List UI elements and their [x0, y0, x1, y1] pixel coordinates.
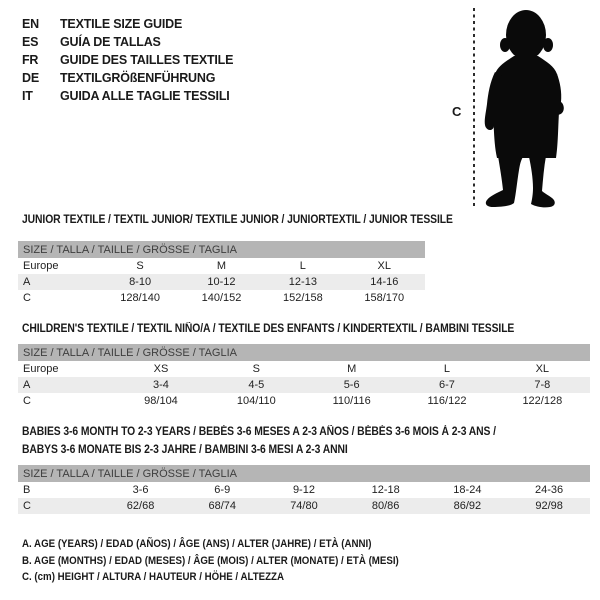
- table-row: [18, 482, 590, 498]
- row-label-cell: C: [23, 395, 31, 407]
- size-value-cell: 98/104: [144, 395, 178, 407]
- children-section-title: [22, 320, 569, 338]
- size-value-cell: XL: [535, 363, 550, 375]
- footnote-legend: [22, 536, 441, 586]
- size-value-cell: 110/116: [332, 395, 371, 407]
- size-value-cell: 158/170: [364, 292, 405, 304]
- babies-section-title-line2: BABYS 3-6 MONATE BIS 2-3 JAHRE / BAMBINI 3-6 MESI A 2-3 ANNI: [22, 444, 348, 456]
- size-value-cell: 24-36: [535, 484, 564, 496]
- size-value-cell: 5-6: [304, 377, 399, 393]
- size-value-cell: 3-6: [132, 484, 149, 496]
- lang-label: TEXTILGRÖßENFÜHRUNG: [60, 71, 216, 85]
- size-value-cell: 14-16: [344, 274, 425, 290]
- height-measure-label: C: [452, 104, 462, 119]
- size-value-cell: 68/74: [181, 498, 263, 514]
- size-value-cell: 116/122: [427, 395, 467, 407]
- table-row: [18, 361, 590, 377]
- size-value-cell: 62/68: [100, 498, 182, 514]
- row-label-cell: C: [18, 498, 100, 514]
- size-value-cell: 12-13: [262, 274, 343, 290]
- lang-code: FR: [22, 53, 39, 67]
- babies-section-title: [22, 423, 549, 459]
- size-value-cell: 18-24: [453, 484, 482, 496]
- lang-label: TEXTILE SIZE GUIDE: [60, 17, 183, 31]
- junior-section-title: [22, 211, 501, 229]
- lang-code: EN: [22, 17, 39, 31]
- size-value-cell: 104/110: [236, 395, 276, 407]
- junior-section-title-text: JUNIOR TEXTILE / TEXTIL JUNIOR/ TEXTILE JUNIOR / JUNIORTEXTIL / JUNIOR TESSILE: [22, 214, 453, 226]
- lang-label: GUÍA DE TALLAS: [60, 35, 161, 49]
- lang-label: GUIDE DES TAILLES TEXTILE: [60, 53, 234, 67]
- footnote-c: [22, 569, 441, 586]
- lang-code: ES: [22, 35, 39, 49]
- lang-row-es: [22, 33, 233, 51]
- lang-label: GUIDA ALLE TAGLIE TESSILI: [60, 89, 230, 103]
- size-value-cell: 9-12: [292, 484, 315, 496]
- footnote-c-text: C. (cm) HEIGHT / ALTURA / HAUTEUR / HÖHE / ALTEZZA: [22, 571, 284, 583]
- size-value-cell: 6-7: [399, 377, 494, 393]
- size-value-cell: XL: [377, 260, 392, 272]
- size-value-cell: 3-4: [113, 377, 208, 393]
- size-value-cell: M: [347, 363, 357, 375]
- size-value-cell: 74/80: [263, 498, 345, 514]
- row-label-cell: B: [23, 484, 31, 496]
- size-header-cell: SIZE / TALLA / TAILLE / GRÖSSE / TAGLIA: [18, 241, 425, 258]
- size-value-cell: S: [252, 363, 260, 375]
- footnote-b-text: B. AGE (MONTHS) / EDAD (MESES) / ÂGE (MOIS) / ALTER (MONATE) / ETÀ (MESI): [22, 554, 399, 567]
- junior-size-table: [18, 241, 425, 306]
- row-label-cell: C: [23, 292, 31, 304]
- lang-row-fr: [22, 51, 233, 69]
- size-value-cell: 86/92: [427, 498, 509, 514]
- table-row: [18, 258, 425, 274]
- size-value-cell: 12-18: [371, 484, 400, 496]
- footnote-a-text: A. AGE (YEARS) / EDAD (AÑOS) / ÂGE (ANS) / ALTER (JAHRE) / ETÀ (ANNI): [22, 538, 372, 550]
- size-value-cell: 7-8: [495, 377, 590, 393]
- size-header-cell: SIZE / TALLA / TAILLE / GRÖSSE / TAGLIA: [18, 465, 590, 482]
- lang-code: IT: [22, 89, 33, 103]
- lang-code: DE: [22, 71, 39, 85]
- size-value-cell: L: [443, 363, 451, 375]
- size-value-cell: 6-9: [214, 484, 231, 496]
- children-size-table: [18, 344, 590, 409]
- size-value-cell: 140/152: [201, 292, 242, 304]
- size-value-cell: 80/86: [345, 498, 427, 514]
- size-value-cell: 122/128: [522, 395, 563, 407]
- lang-row-en: [22, 15, 233, 33]
- baby-silhouette-graphic: [481, 8, 573, 208]
- table-row: [18, 393, 590, 409]
- size-value-cell: S: [136, 260, 144, 272]
- table-row: [18, 377, 590, 393]
- size-header-cell: SIZE / TALLA / TAILLE / GRÖSSE / TAGLIA: [18, 344, 590, 361]
- size-value-cell: 4-5: [209, 377, 304, 393]
- size-value-cell: 152/158: [282, 292, 323, 304]
- babies-size-table: [18, 465, 590, 514]
- language-title-list: [22, 15, 233, 105]
- table-row: [18, 290, 425, 306]
- size-header-row: [18, 344, 590, 361]
- size-header-row: [18, 465, 590, 482]
- size-value-cell: 128/140: [120, 292, 160, 304]
- footnote-b: [22, 553, 441, 570]
- lang-row-de: [22, 69, 233, 87]
- size-value-cell: 92/98: [508, 498, 590, 514]
- row-label-cell: A: [18, 377, 113, 393]
- row-label-cell: Europe: [23, 363, 59, 375]
- row-label-cell: Europe: [23, 260, 59, 272]
- lang-row-it: [22, 87, 233, 105]
- table-row: [18, 498, 590, 514]
- size-value-cell: XS: [153, 363, 169, 375]
- size-value-cell: 10-12: [181, 274, 262, 290]
- size-header-row: [18, 241, 425, 258]
- children-section-title-text: CHILDREN'S TEXTILE / TEXTIL NIÑO/A / TEXTILE DES ENFANTS / KINDERTEXTIL / BAMBINI TESSILE: [22, 323, 515, 335]
- height-dashed-line: [473, 8, 475, 206]
- row-label-cell: A: [18, 274, 99, 290]
- footnote-a: [22, 536, 441, 553]
- size-value-cell: L: [299, 260, 306, 272]
- babies-section-title-line1: BABIES 3-6 MONTH TO 2-3 YEARS / BEBÉS 3-6 MESES A 2-3 AÑOS / BÉBÉS 3-6 MOIS À 2-3 ANS /: [22, 426, 496, 438]
- table-row: [18, 274, 425, 290]
- size-value-cell: M: [216, 260, 227, 272]
- size-value-cell: 8-10: [99, 274, 180, 290]
